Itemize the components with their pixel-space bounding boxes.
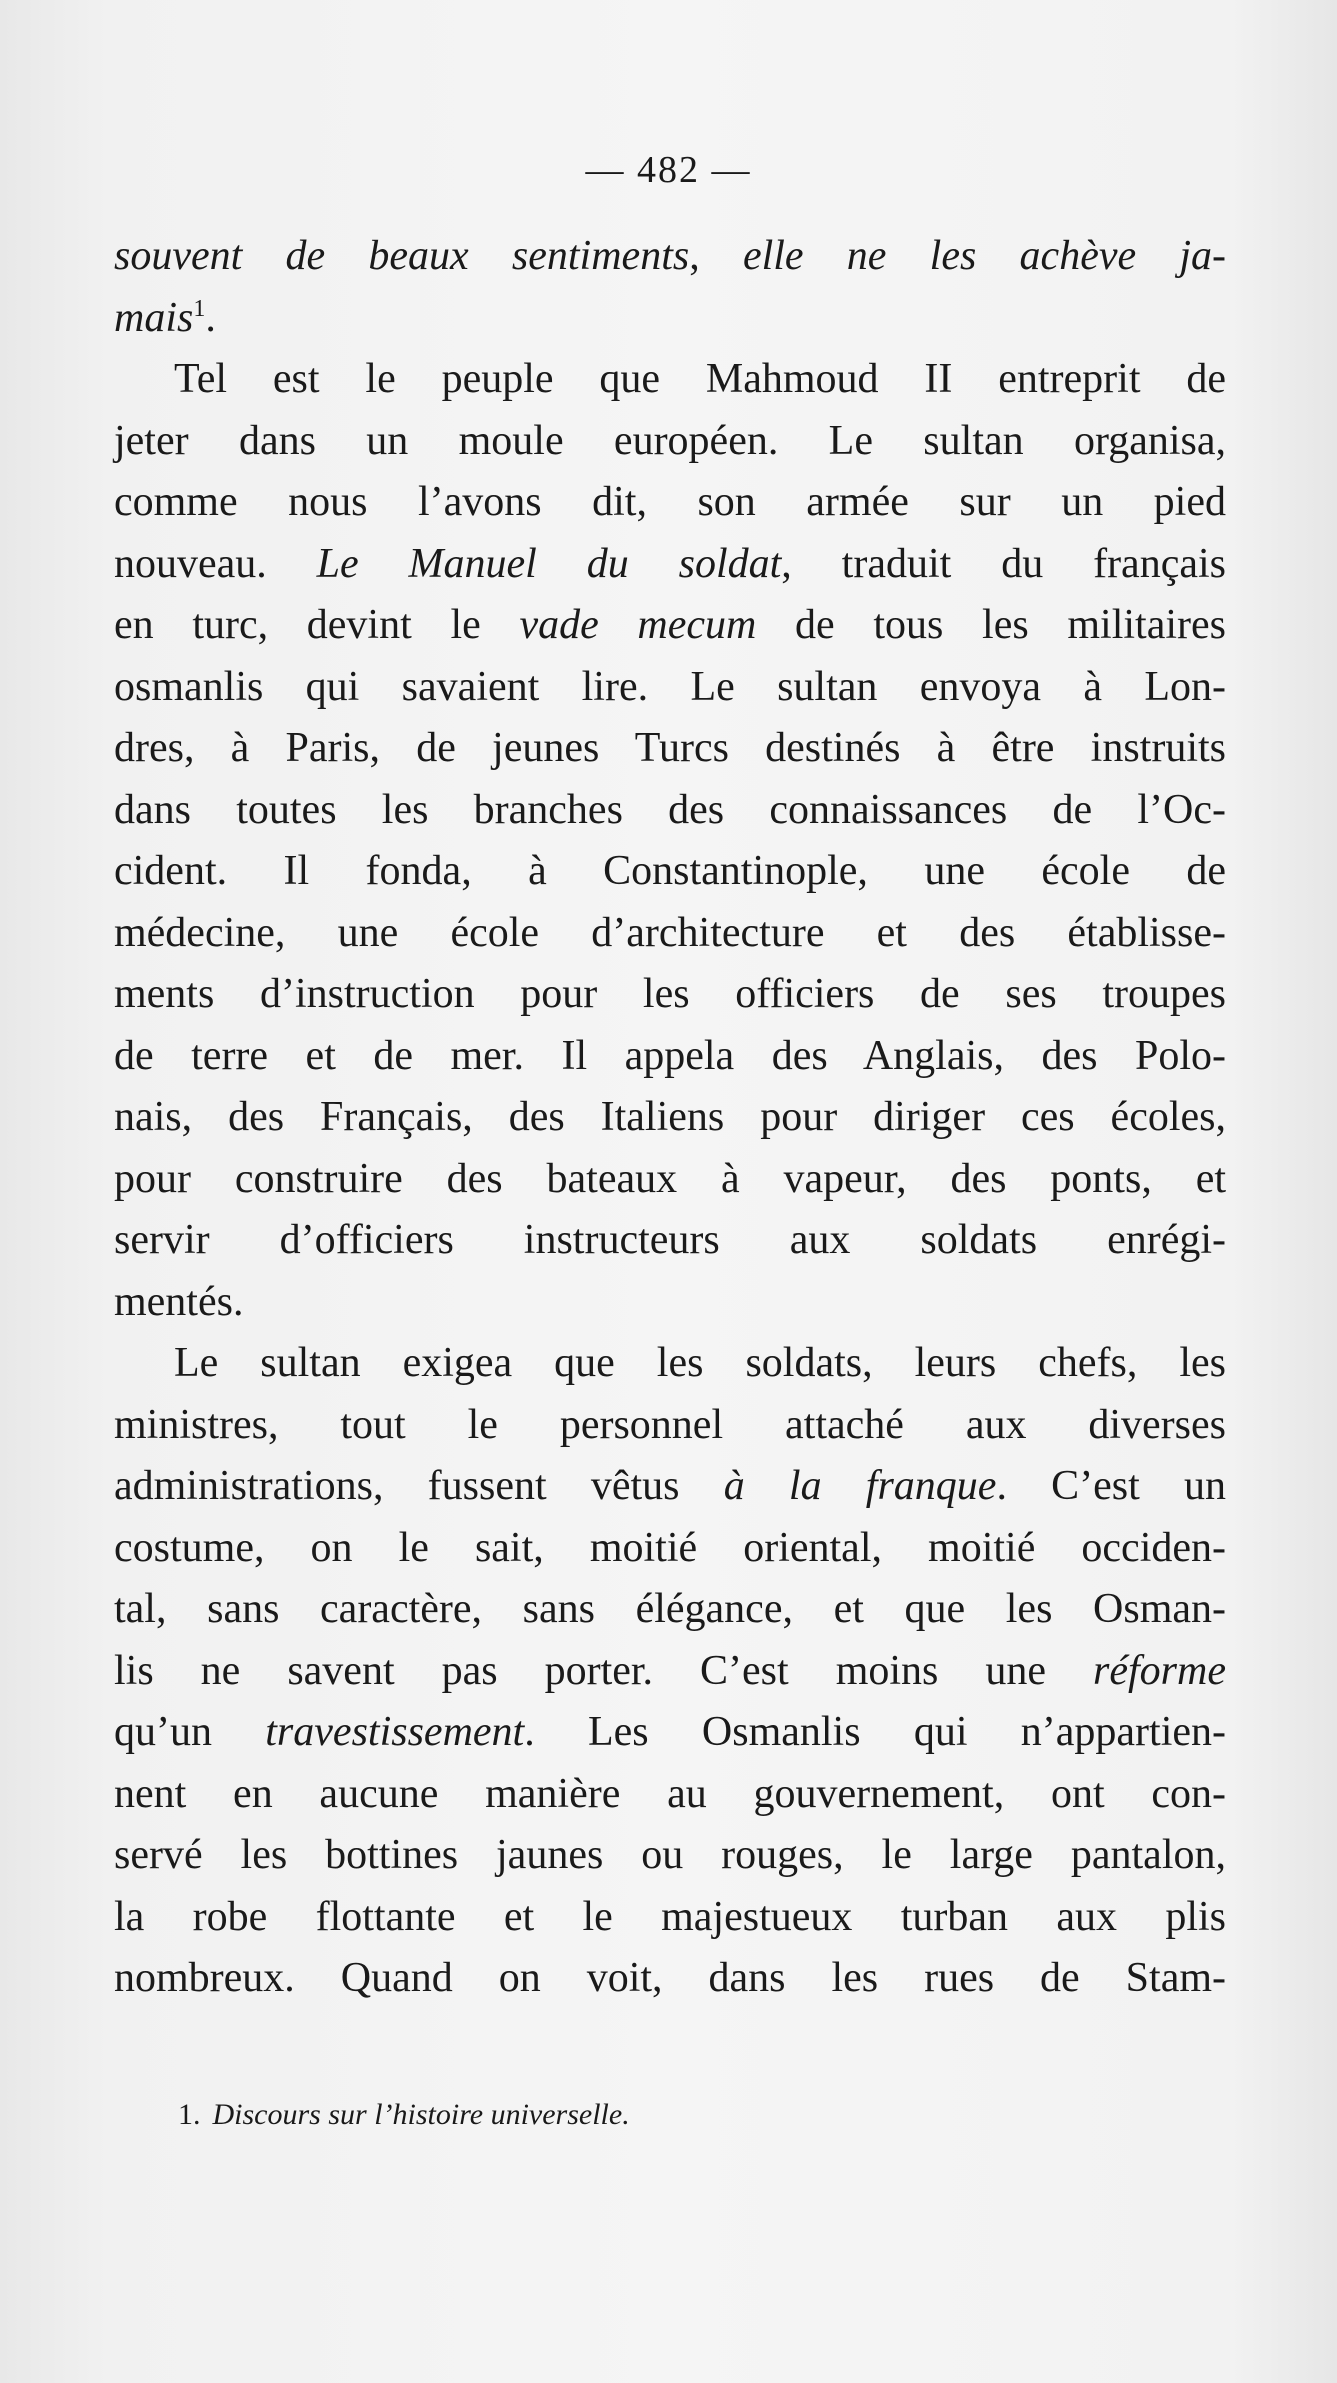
footnote-number: 1. [178,2098,201,2131]
italic-text: vade mecum [519,602,757,648]
text-segment: la robe flottante et le majestueux turban aux plis [114,1893,1226,1940]
italic-text: à la franque [723,1463,997,1509]
text-line [114,226,1226,288]
text-line [114,411,1226,473]
text-line [114,1026,1226,1088]
text-line [114,1149,1226,1211]
text-line [114,1272,1226,1334]
text-segment: . C’est un [996,1463,1227,1509]
text-segment: cident. Il fonda, à Constantinople, une école de [114,848,1226,894]
text-segment: nent en aucune manière au gouvernement, ont con- [114,1770,1226,1817]
text-segment: administrations, fussent vêtus [114,1463,724,1509]
text-segment: dres, à Paris, de jeunes Turcs destinés à être instruits [114,725,1226,771]
text-segment: costume, on le sait, moitié oriental, moitié occiden- [114,1524,1226,1571]
footnote-reference: 1 [193,295,206,322]
text-segment: , traduit du français [781,540,1226,587]
text-line [114,595,1226,657]
text-segment: dans toutes les branches des connaissances de l’Oc- [114,786,1226,833]
text-segment: Tel est le peuple que Mahmoud II entreprit de [174,356,1226,402]
text-line [114,1210,1226,1272]
text-line [114,472,1226,534]
footnote [178,2098,630,2132]
text-segment: médecine, une école d’architecture et des établisse- [114,909,1226,956]
text-segment: lis ne savent pas porter. C’est moins une [114,1647,1094,1694]
text-segment: nouveau. [114,540,317,587]
text-line [114,1948,1226,2010]
text-line [114,1641,1226,1703]
text-line [114,1887,1226,1949]
text-line [114,718,1226,780]
text-segment: ments d’instruction pour les officiers de ses troupes [114,971,1226,1017]
text-line [114,1087,1226,1149]
italic-text: travestissement [265,1709,525,1755]
text-segment: Le sultan exigea que les soldats, leurs chefs, les [174,1340,1226,1386]
text-line [114,1456,1226,1518]
text-segment: . Les Osmanlis qui n’appartien- [524,1709,1226,1755]
text-segment: tal, sans caractère, sans élégance, et que les Osman- [114,1586,1226,1632]
italic-text: elle ne les achève ja- [742,233,1226,279]
text-line [114,288,1226,350]
text-line [114,841,1226,903]
text-line [114,1395,1226,1457]
text-line [114,1702,1226,1764]
text-segment: . [205,294,216,341]
text-segment: de terre et de mer. Il appela des Anglais, des Polo- [114,1032,1226,1079]
page-number: — 482 — [585,149,752,191]
text-segment: ministres, tout le personnel attaché aux diverses [114,1401,1226,1448]
footnote-text: Discours sur l’histoire universelle. [212,2098,630,2131]
text-segment: en turc, devint le [114,602,520,648]
text-line [114,657,1226,719]
text-line [114,349,1226,411]
italic-text: réforme [1093,1647,1226,1694]
body-text [114,226,1226,2010]
text-segment: servé les bottines jaunes ou rouges, le large pantalon, [114,1832,1226,1878]
text-segment: de tous les militaires [756,602,1226,648]
italic-text: Le Manuel du soldat [316,540,782,587]
text-segment: nombreux. Quand on voit, dans les rues de Stam- [114,1955,1226,2001]
text-segment: servir d’officiers instructeurs aux soldats enrégi- [114,1217,1226,1263]
text-segment: , [689,233,743,279]
text-line [114,1333,1226,1395]
text-segment: osmanlis qui savaient lire. Le sultan envoya à Lon- [114,663,1226,710]
text-line [114,903,1226,965]
italic-text: souvent de beaux sentiments [114,233,690,279]
text-line [114,964,1226,1026]
text-line [114,1764,1226,1826]
text-line [114,534,1226,596]
text-line [114,1518,1226,1580]
text-segment: pour construire des bateaux à vapeur, des ponts, et [114,1155,1226,1202]
text-line [114,1825,1226,1887]
text-segment: qu’un [114,1709,266,1755]
text-segment: comme nous l’avons dit, son armée sur un pied [114,479,1226,525]
text-segment: mentés. [114,1278,244,1325]
italic-text: mais [114,294,194,341]
text-line [114,780,1226,842]
text-segment: nais, des Français, des Italiens pour diriger ces écoles, [114,1094,1226,1140]
text-line [114,1579,1226,1641]
text-segment: jeter dans un moule européen. Le sultan organisa, [114,417,1226,464]
